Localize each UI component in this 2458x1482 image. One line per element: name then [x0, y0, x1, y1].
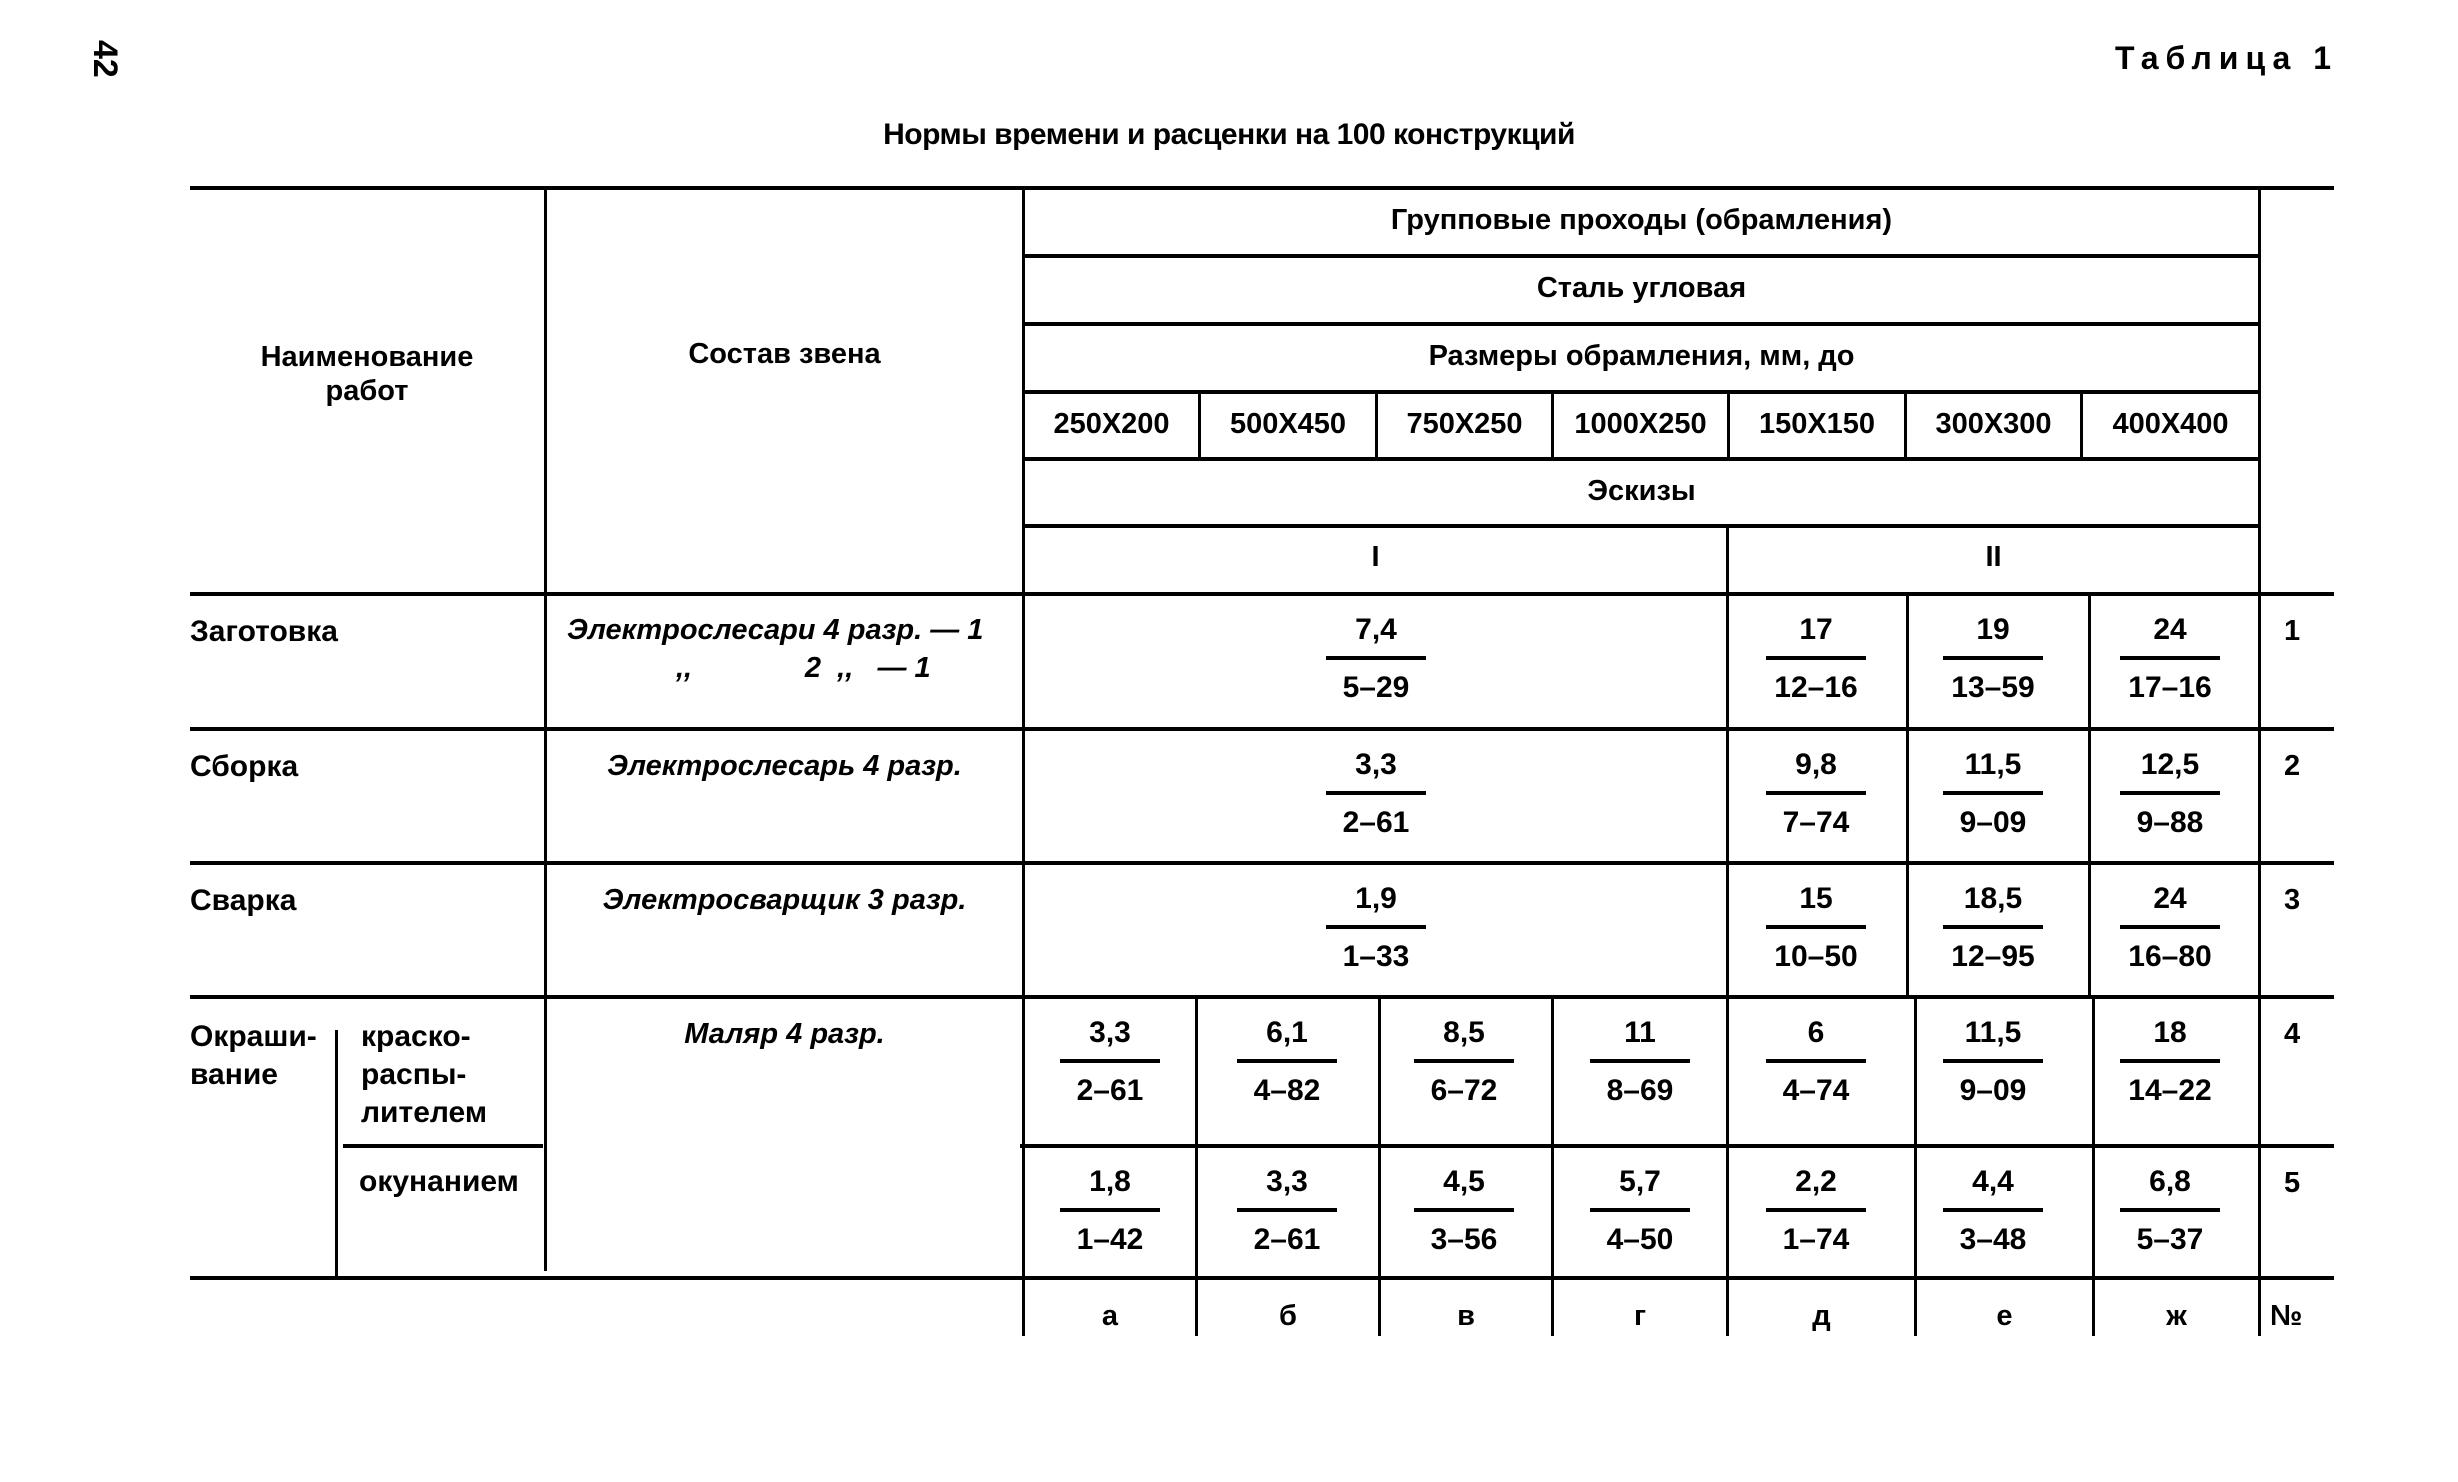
- fraction-bar: [1237, 1208, 1337, 1212]
- fraction-bar: [1414, 1208, 1514, 1212]
- rate-value: 5–37: [2136, 1223, 2204, 1256]
- norm-value: 24: [2153, 882, 2187, 915]
- sketch-group-2: II: [1985, 541, 2002, 573]
- norm-value: 2,2: [1795, 1165, 1837, 1198]
- rate-value: 6–72: [1430, 1074, 1498, 1107]
- rule-row2-bottom: [190, 861, 2334, 865]
- value-row3-group1: [1316, 877, 1436, 977]
- fraction-bar: [1237, 1059, 1337, 1063]
- fraction-bar: [1414, 1059, 1514, 1063]
- norm-value: 24: [2153, 613, 2187, 646]
- value-row5-d: [1756, 1160, 1876, 1260]
- rule-under-sketches: [1025, 524, 2260, 528]
- row-crew-painting: Маляр 4 разр.: [684, 1018, 885, 1050]
- header-crew: Состав звена: [688, 338, 881, 370]
- value-row3-e: [1933, 877, 2053, 977]
- table-title: Нормы времени и расценки на 100 конструкций: [883, 118, 1575, 151]
- rate-value: 9–09: [1959, 1074, 2027, 1107]
- norm-value: 4,4: [1972, 1165, 2014, 1198]
- rate-value: 14–22: [2128, 1074, 2212, 1107]
- page-number: 42: [86, 40, 124, 78]
- paint-divider-g: [1551, 995, 1554, 1336]
- fraction-bar: [1766, 1208, 1866, 1212]
- size-750x250: 750Х250: [1406, 408, 1523, 440]
- norm-value: 9,8: [1795, 748, 1837, 781]
- value-row5-zh: [2110, 1160, 2230, 1260]
- norm-value: 11: [1624, 1016, 1656, 1049]
- fraction-bar: [2120, 656, 2220, 660]
- footer-number-label: №: [2270, 1300, 2303, 1332]
- fraction-bar: [1766, 925, 1866, 929]
- value-row4-e: [1933, 1011, 2053, 1111]
- rule-table-bottom: [190, 1276, 2334, 1280]
- fraction-bar: [1060, 1059, 1160, 1063]
- paint-divider-b: [1195, 995, 1198, 1336]
- size-500x450: 500Х450: [1229, 408, 1347, 440]
- row-name-painting-line2: вание: [190, 1058, 278, 1091]
- value-row2-zh: [2110, 743, 2230, 843]
- rate-value: 4–74: [1782, 1074, 1850, 1107]
- rule-painting-sub-values: [1020, 1144, 2334, 1148]
- value-row5-b: [1227, 1160, 1347, 1260]
- norm-value: 11,5: [1964, 748, 2022, 781]
- rate-value: 2–61: [1076, 1074, 1144, 1107]
- rate-value: 12–16: [1774, 671, 1858, 704]
- footer-letter-a: а: [1101, 1300, 1119, 1332]
- rule-under-sizes: [1025, 457, 2260, 461]
- rate-value: 9–88: [2136, 806, 2204, 839]
- fraction-bar: [1590, 1208, 1690, 1212]
- rate-value: 9–09: [1959, 806, 2027, 839]
- norm-value: 3,3: [1355, 748, 1397, 781]
- value-row5-v: [1404, 1160, 1524, 1260]
- row-name-painting-line1: Окраши-: [190, 1020, 317, 1053]
- col-rule-painting-sub: [335, 1030, 338, 1276]
- footer-letter-d: д: [1812, 1300, 1831, 1332]
- value-divider-e: [1906, 592, 1909, 995]
- rate-value: 2–61: [1253, 1223, 1321, 1256]
- header-work-name: [190, 340, 544, 408]
- fraction-bar: [2120, 791, 2220, 795]
- value-row5-a: [1050, 1160, 1170, 1260]
- rule-painting-sub: [343, 1144, 543, 1148]
- painting-sub-spray: [361, 1018, 487, 1132]
- rate-value: 10–50: [1774, 940, 1858, 973]
- norm-value: 3,3: [1266, 1165, 1308, 1198]
- col-rule-num: [2258, 186, 2261, 1336]
- row-crew-svarka: Электросварщик 3 разр.: [602, 884, 967, 916]
- header-work-name-line2: работ: [325, 375, 409, 407]
- norm-value: 17: [1799, 613, 1833, 646]
- norm-value: 15: [1799, 882, 1833, 915]
- value-row4-a: [1050, 1011, 1170, 1111]
- fraction-bar: [2120, 1059, 2220, 1063]
- fraction-bar: [1943, 1208, 2043, 1212]
- footer-letter-v: в: [1457, 1300, 1475, 1332]
- norm-value: 18: [2153, 1016, 2187, 1049]
- fraction-bar: [1766, 656, 1866, 660]
- rate-value: 1–33: [1342, 940, 1410, 973]
- footer-letter-e: е: [1996, 1300, 2013, 1332]
- table-top-rule: [190, 186, 2334, 190]
- rate-value: 17–16: [2128, 671, 2212, 704]
- paint-divider-zh: [2092, 995, 2095, 1336]
- value-row1-group1: [1316, 608, 1436, 708]
- fraction-bar: [1943, 656, 2043, 660]
- rate-value: 13–59: [1951, 671, 2035, 704]
- norm-value: 5,7: [1619, 1165, 1661, 1198]
- fraction-bar: [1590, 1059, 1690, 1063]
- col-rule-sketch-groups: [1726, 524, 1729, 995]
- row-number-2: 2: [2284, 750, 2301, 782]
- footer-letter-g: г: [1633, 1300, 1647, 1332]
- rule-header-bottom: [190, 592, 2334, 596]
- value-row5-e: [1933, 1160, 2053, 1260]
- size-300x300: 300Х300: [1935, 408, 2052, 440]
- value-row4-zh: [2110, 1011, 2230, 1111]
- norm-value: 18,5: [1963, 882, 2023, 915]
- table-label: Таблица 1: [2114, 40, 2338, 76]
- footer-letter-b: б: [1279, 1300, 1297, 1332]
- paint-divider-v: [1378, 995, 1381, 1336]
- value-row4-b: [1227, 1011, 1347, 1111]
- rate-value: 4–82: [1253, 1074, 1321, 1107]
- row-name-sborka: Сборка: [190, 750, 299, 783]
- row-crew-zagotovka-line2: ,, 2 ,, — 1: [676, 652, 931, 684]
- rate-value: 3–56: [1430, 1223, 1498, 1256]
- value-divider-zh: [2088, 592, 2091, 995]
- norm-value: 6: [1807, 1016, 1825, 1049]
- value-row3-zh: [2110, 877, 2230, 977]
- painting-sub-spray-line2: распы-: [361, 1058, 467, 1091]
- rate-value: 2–61: [1342, 806, 1410, 839]
- norm-value: 1,9: [1355, 882, 1397, 915]
- norm-value: 12,5: [2140, 748, 2200, 781]
- size-250x200: 250Х200: [1053, 408, 1170, 440]
- rate-value: 1–42: [1076, 1223, 1144, 1256]
- fraction-bar: [1326, 925, 1426, 929]
- rate-value: 7–74: [1782, 806, 1850, 839]
- size-150x150: 150Х150: [1758, 408, 1876, 440]
- row-name-painting: [190, 1018, 317, 1094]
- header-material: Сталь угловая: [1536, 272, 1747, 304]
- norm-value: 7,4: [1355, 613, 1397, 646]
- row-name-svarka: Сварка: [190, 884, 297, 917]
- painting-sub-spray-line1: краско-: [361, 1020, 471, 1053]
- norm-value: 6,1: [1266, 1016, 1308, 1049]
- value-row1-e: [1933, 608, 2053, 708]
- paint-divider-d: [1726, 995, 1729, 1336]
- value-row4-d: [1756, 1011, 1876, 1111]
- fraction-bar: [1766, 1059, 1866, 1063]
- header-sketches: Эскизы: [1587, 475, 1696, 507]
- fraction-bar: [1943, 1059, 2043, 1063]
- value-row4-v: [1404, 1011, 1524, 1111]
- value-row1-zh: [2110, 608, 2230, 708]
- norm-value: 8,5: [1443, 1016, 1485, 1049]
- rate-value: 16–80: [2128, 940, 2212, 973]
- paint-divider-e: [1914, 995, 1917, 1336]
- norm-value: 4,5: [1443, 1165, 1485, 1198]
- rule-row3-bottom: [190, 995, 2334, 999]
- fraction-bar: [1943, 791, 2043, 795]
- footer-letter-zh: ж: [2166, 1300, 2187, 1332]
- painting-sub-spray-line3: лителем: [361, 1096, 488, 1129]
- row-number-4: 4: [2284, 1018, 2301, 1050]
- rate-value: 4–50: [1606, 1223, 1674, 1256]
- row-crew-zagotovka-line1: Электрослесари 4 разр. — 1: [567, 614, 984, 646]
- size-400x400: 400Х400: [2112, 408, 2229, 440]
- norm-value: 6,8: [2149, 1165, 2191, 1198]
- row-number-3: 3: [2284, 884, 2301, 916]
- norm-value: 19: [1976, 613, 2010, 646]
- row-name-zagotovka: Заготовка: [190, 615, 338, 648]
- header-work-name-line1: Наименование: [260, 341, 474, 373]
- norm-value: 3,3: [1089, 1016, 1131, 1049]
- rate-value: 8–69: [1606, 1074, 1674, 1107]
- row-number-1: 1: [2284, 615, 2301, 647]
- value-row1-d: [1756, 608, 1876, 708]
- rate-value: 12–95: [1951, 940, 2035, 973]
- value-row2-e: [1933, 743, 2053, 843]
- fraction-bar: [2120, 925, 2220, 929]
- header-group: Групповые проходы (обрамления): [1390, 204, 1893, 236]
- fraction-bar: [1766, 791, 1866, 795]
- fraction-bar: [1326, 656, 1426, 660]
- sketch-group-1: I: [1371, 541, 1380, 573]
- rule-under-sizes-caption: [1025, 390, 2260, 394]
- value-row5-g: [1580, 1160, 1700, 1260]
- row-crew-sborka: Электрослесарь 4 разр.: [607, 750, 962, 782]
- norm-value: 1,8: [1089, 1165, 1131, 1198]
- fraction-bar: [1943, 925, 2043, 929]
- fraction-bar: [1060, 1208, 1160, 1212]
- value-row4-g: [1580, 1011, 1700, 1111]
- fraction-bar: [2120, 1208, 2220, 1212]
- rate-value: 1–74: [1782, 1223, 1850, 1256]
- rate-value: 5–29: [1342, 671, 1410, 704]
- size-1000x250: 1000Х250: [1574, 408, 1707, 440]
- row-number-5: 5: [2284, 1167, 2301, 1199]
- header-sizes-caption: Размеры обрамления, мм, до: [1428, 340, 1855, 372]
- value-row2-d: [1756, 743, 1876, 843]
- rule-under-group: [1025, 254, 2260, 258]
- fraction-bar: [1326, 791, 1426, 795]
- norm-value: 11,5: [1964, 1016, 2022, 1049]
- painting-sub-dipping: окунанием: [359, 1165, 519, 1198]
- value-row3-d: [1756, 877, 1876, 977]
- rate-value: 3–48: [1959, 1223, 2027, 1256]
- value-row2-group1: [1316, 743, 1436, 843]
- rule-under-material: [1025, 322, 2260, 326]
- rule-row1-bottom: [190, 727, 2334, 731]
